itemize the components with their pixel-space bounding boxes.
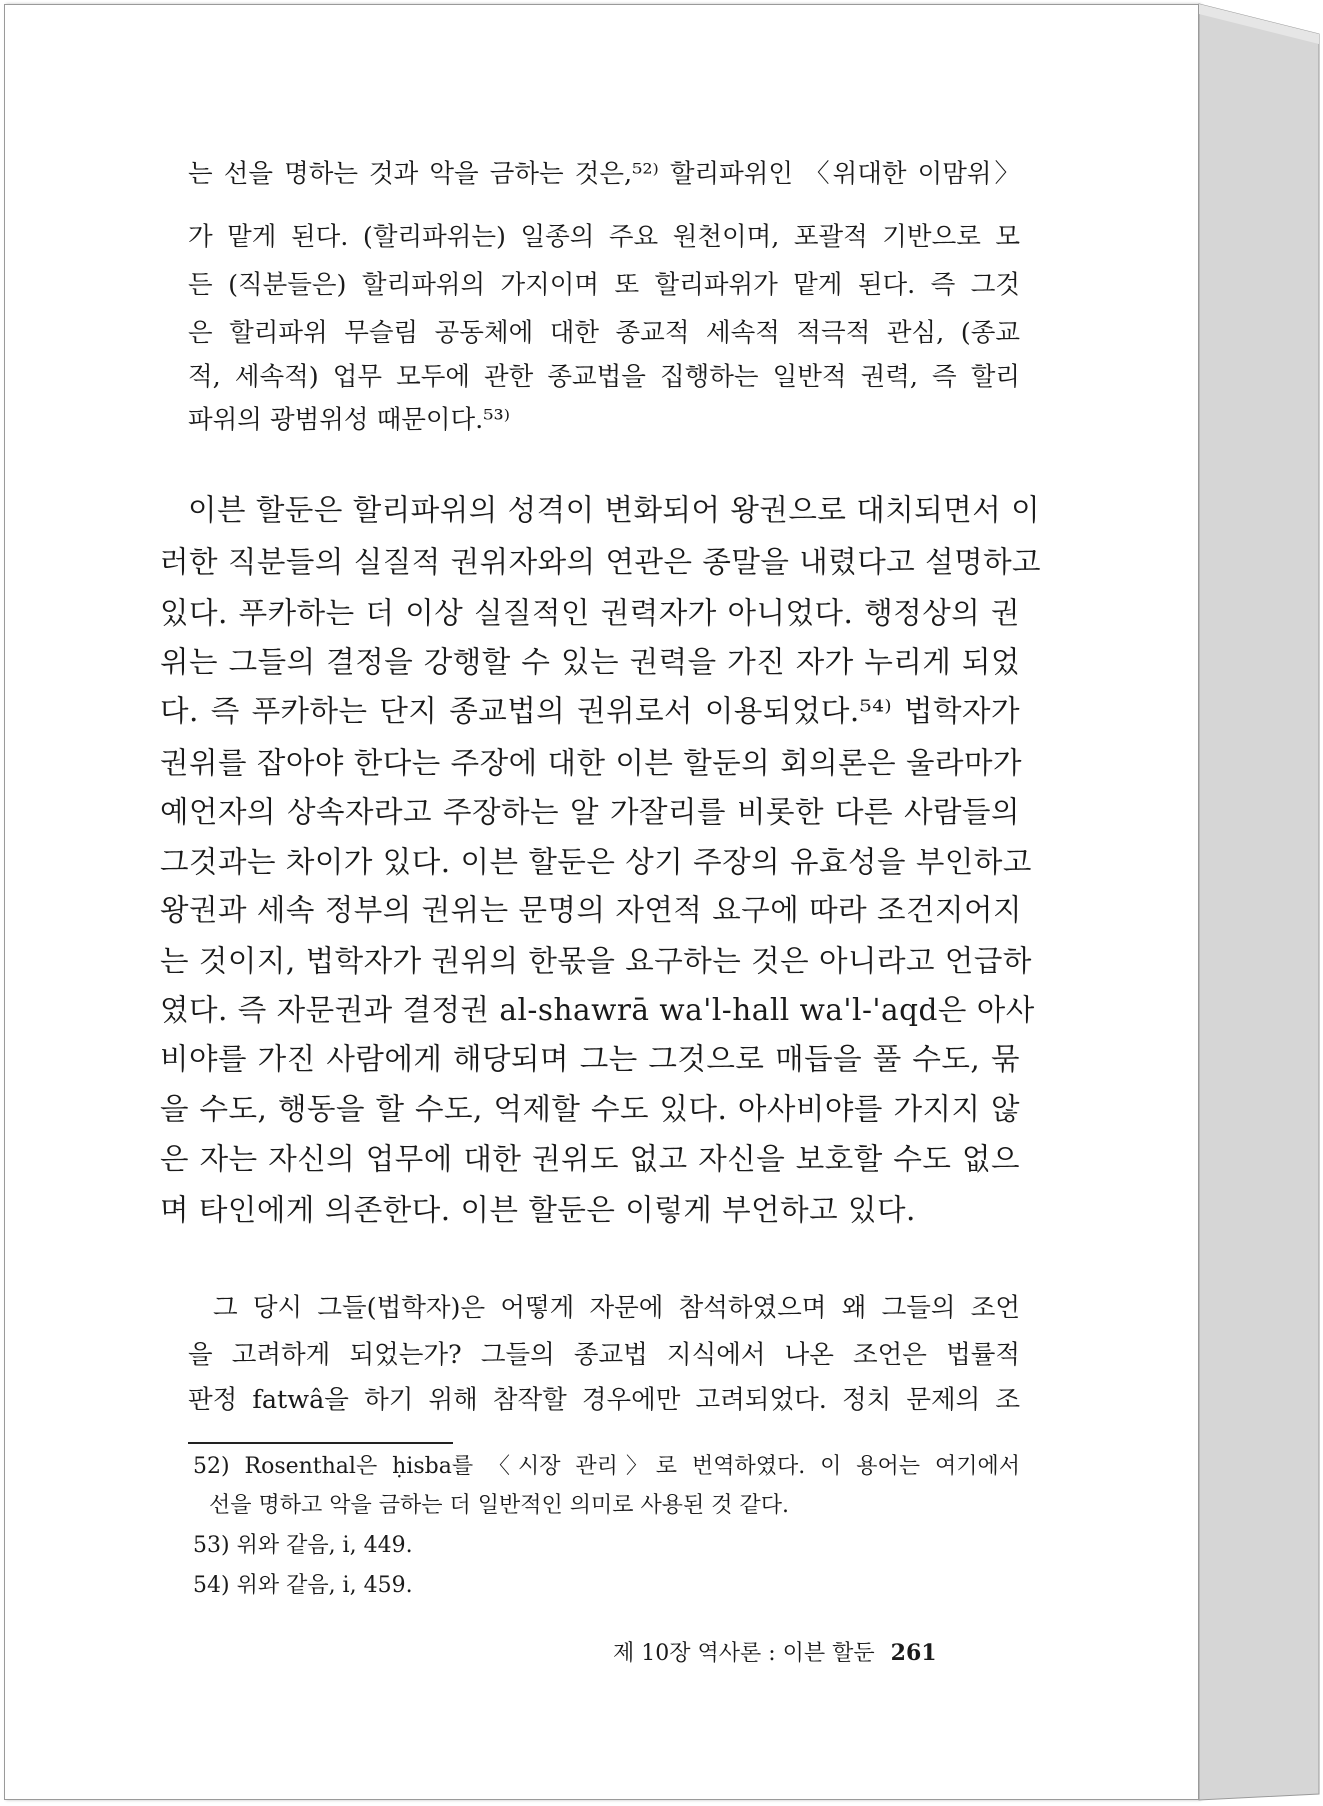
paragraph-2-line: 러한 직분들의 실질적 권위자와의 연관은 종말을 내렸다고 설명하고 bbox=[160, 545, 1042, 579]
paragraph-1-line: 파위의 광범위성 때문이다.⁵³⁾ bbox=[188, 405, 510, 435]
book-page bbox=[4, 4, 1199, 1800]
paragraph-2-line: 은 자는 자신의 업무에 대한 권위도 없고 자신을 보호할 수도 없으 bbox=[160, 1142, 1020, 1176]
footnote-54: 54) 위와 같음, i, 459. bbox=[193, 1573, 413, 1598]
paragraph-2-line: 며 타인에게 의존한다. 이븐 할둔은 이렇게 부언하고 있다. bbox=[160, 1193, 916, 1227]
paragraph-2-line: 예언자의 상속자라고 주장하는 알 가잘리를 비롯한 다른 사람들의 bbox=[160, 795, 1020, 829]
paragraph-2-line: 는 것이지, 법학자가 권위의 한몫을 요구하는 것은 아니라고 언급하 bbox=[160, 944, 1032, 978]
footnote-52-continuation: 선을 명하고 악을 금하는 더 일반적인 의미로 사용된 것 같다. bbox=[209, 1493, 789, 1518]
footnote-53: 53) 위와 같음, i, 449. bbox=[193, 1533, 413, 1558]
paragraph-2-line: 비야를 가진 사람에게 해당되며 그는 그것으로 매듭을 풀 수도, 묶 bbox=[160, 1042, 1020, 1076]
block-quote-line: 그 당시 그들(법학자)은 어떻게 자문에 참석하였으며 왜 그들의 조언 bbox=[213, 1293, 1020, 1323]
paragraph-1-line: 는 선을 명하는 것과 악을 금하는 것은,⁵²⁾ 할리파위인 〈위대한 이맘위〉 bbox=[188, 159, 1020, 189]
paragraph-2-line: 있다. 푸카하는 더 이상 실질적인 권력자가 아니었다. 행정상의 권 bbox=[160, 596, 1020, 630]
paragraph-2-line: 그것과는 차이가 있다. 이븐 할둔은 상기 주장의 유효성을 부인하고 bbox=[160, 845, 1032, 879]
paragraph-1-line: 든 (직분들은) 할리파위의 가지이며 또 할리파위가 맡게 된다. 즉 그것 bbox=[188, 270, 1020, 300]
running-footer bbox=[613, 1636, 937, 1667]
page-number: 261 bbox=[890, 1640, 937, 1666]
paragraph-2-line: 을 수도, 행동을 할 수도, 억제할 수도 있다. 아사비야를 가지지 않 bbox=[160, 1092, 1020, 1126]
footnote-52: 52) Rosenthal은 ḥisba를 〈시장 관리〉로 번역하였다. 이 용어는 여기에서 bbox=[193, 1454, 1020, 1479]
block-quote-line: 판정 fatwâ을 하기 위해 참작할 경우에만 고려되었다. 정치 문제의 조 bbox=[188, 1385, 1020, 1415]
paragraph-2-line: 왕권과 세속 정부의 권위는 문명의 자연적 요구에 따라 조건지어지 bbox=[160, 893, 1022, 927]
block-quote-line: 을 고려하게 되었는가? 그들의 종교법 지식에서 나온 조언은 법률적 bbox=[188, 1340, 1020, 1370]
paragraph-2-line: 였다. 즉 자문권과 결정권 al-shawrā wa'l-hall wa'l-'aqd은 아사 bbox=[160, 993, 1035, 1027]
page-text bbox=[5, 5, 1200, 1801]
paragraph-2-line: 다. 즉 푸카하는 단지 종교법의 권위로서 이용되었다.⁵⁴⁾ 법학자가 bbox=[160, 694, 1020, 728]
paragraph-2-line: 위는 그들의 결정을 강행할 수 있는 권력을 가진 자가 누리게 되었 bbox=[160, 645, 1020, 679]
chapter-title: 제 10장 역사론 : 이븐 할둔 bbox=[613, 1641, 875, 1666]
paragraph-1-line: 적, 세속적) 업무 모두에 관한 종교법을 집행하는 일반적 권력, 즉 할리 bbox=[188, 362, 1020, 392]
footnote-rule bbox=[188, 1442, 453, 1444]
paragraph-1-line: 가 맡게 된다. (할리파위는) 일종의 주요 원천이며, 포괄적 기반으로 모 bbox=[188, 222, 1020, 252]
paragraph-1-line: 은 할리파위 무슬림 공동체에 대한 종교적 세속적 적극적 관심, (종교 bbox=[188, 318, 1020, 348]
paragraph-2-line: 권위를 잡아야 한다는 주장에 대한 이븐 할둔의 회의론은 울라마가 bbox=[160, 746, 1022, 780]
book-thickness-shape bbox=[1199, 4, 1319, 1804]
paragraph-2-line: 이븐 할둔은 할리파위의 성격이 변화되어 왕권으로 대치되면서 이 bbox=[188, 493, 1041, 527]
